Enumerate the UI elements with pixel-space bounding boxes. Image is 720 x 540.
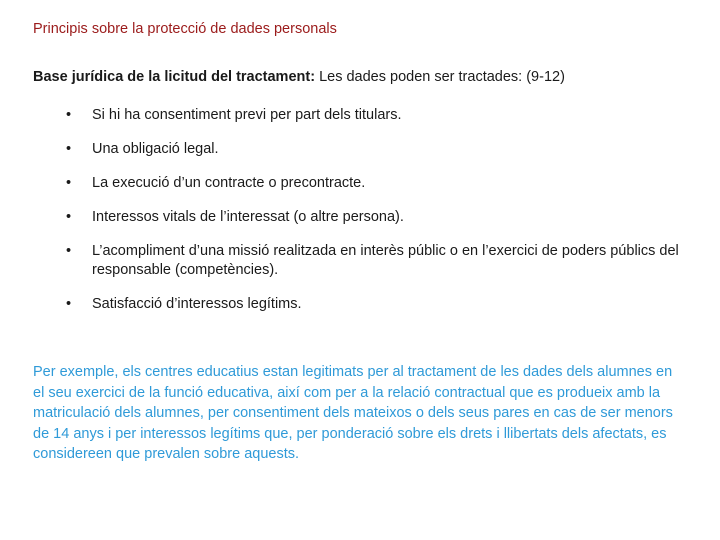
list-item-text: La execució d’un contracte o precontracte.: [92, 175, 366, 191]
legal-basis-line: [33, 69, 565, 85]
list-item: [66, 106, 696, 125]
list-item: [66, 295, 696, 314]
list-item-text: Si hi ha consentiment previ per part dels titulars.: [92, 107, 402, 123]
list-item-text: Satisfacció d’interessos legítims.: [92, 296, 302, 312]
list-item: [66, 242, 696, 280]
list-item-text: Una obligació legal.: [92, 141, 219, 157]
legal-basis-text: Les dades poden ser tractades: (9-12): [319, 69, 565, 85]
list-item-text: L’acompliment d’una missió realitzada en interès públic o en l’exercici de poders públics del responsable (competències).: [92, 243, 679, 278]
list-item: [66, 140, 696, 159]
list-item: [66, 208, 696, 227]
bullet-icon: •: [66, 243, 72, 259]
bullet-icon: •: [66, 175, 72, 191]
example-paragraph: Per exemple, els centres educatius estan legitimats per al tractament de les dades dels alumnes en el seu exercici de la funció educativa, així com per a la relació contractual que es produeix amb la matriculació dels alumnes, per consentiment dels mateixos o dels seus pares en cas de ser menors de 14 anys i per interessos legítims que, per ponderació sobre els drets i llibertats dels afectats, es considereen que prevalen sobre aquests.: [33, 364, 673, 462]
bullet-icon: •: [66, 296, 72, 312]
legal-basis-label: Base jurídica de la licitud del tractament:: [33, 69, 316, 85]
bullet-icon: •: [66, 209, 72, 225]
legal-basis-list: [66, 106, 696, 329]
list-item: [66, 174, 696, 193]
bullet-icon: •: [66, 141, 72, 157]
bullet-icon: •: [66, 107, 72, 123]
list-item-text: Interessos vitals de l’interessat (o altre persona).: [92, 209, 404, 225]
slide-title: Principis sobre la protecció de dades personals: [33, 21, 337, 37]
